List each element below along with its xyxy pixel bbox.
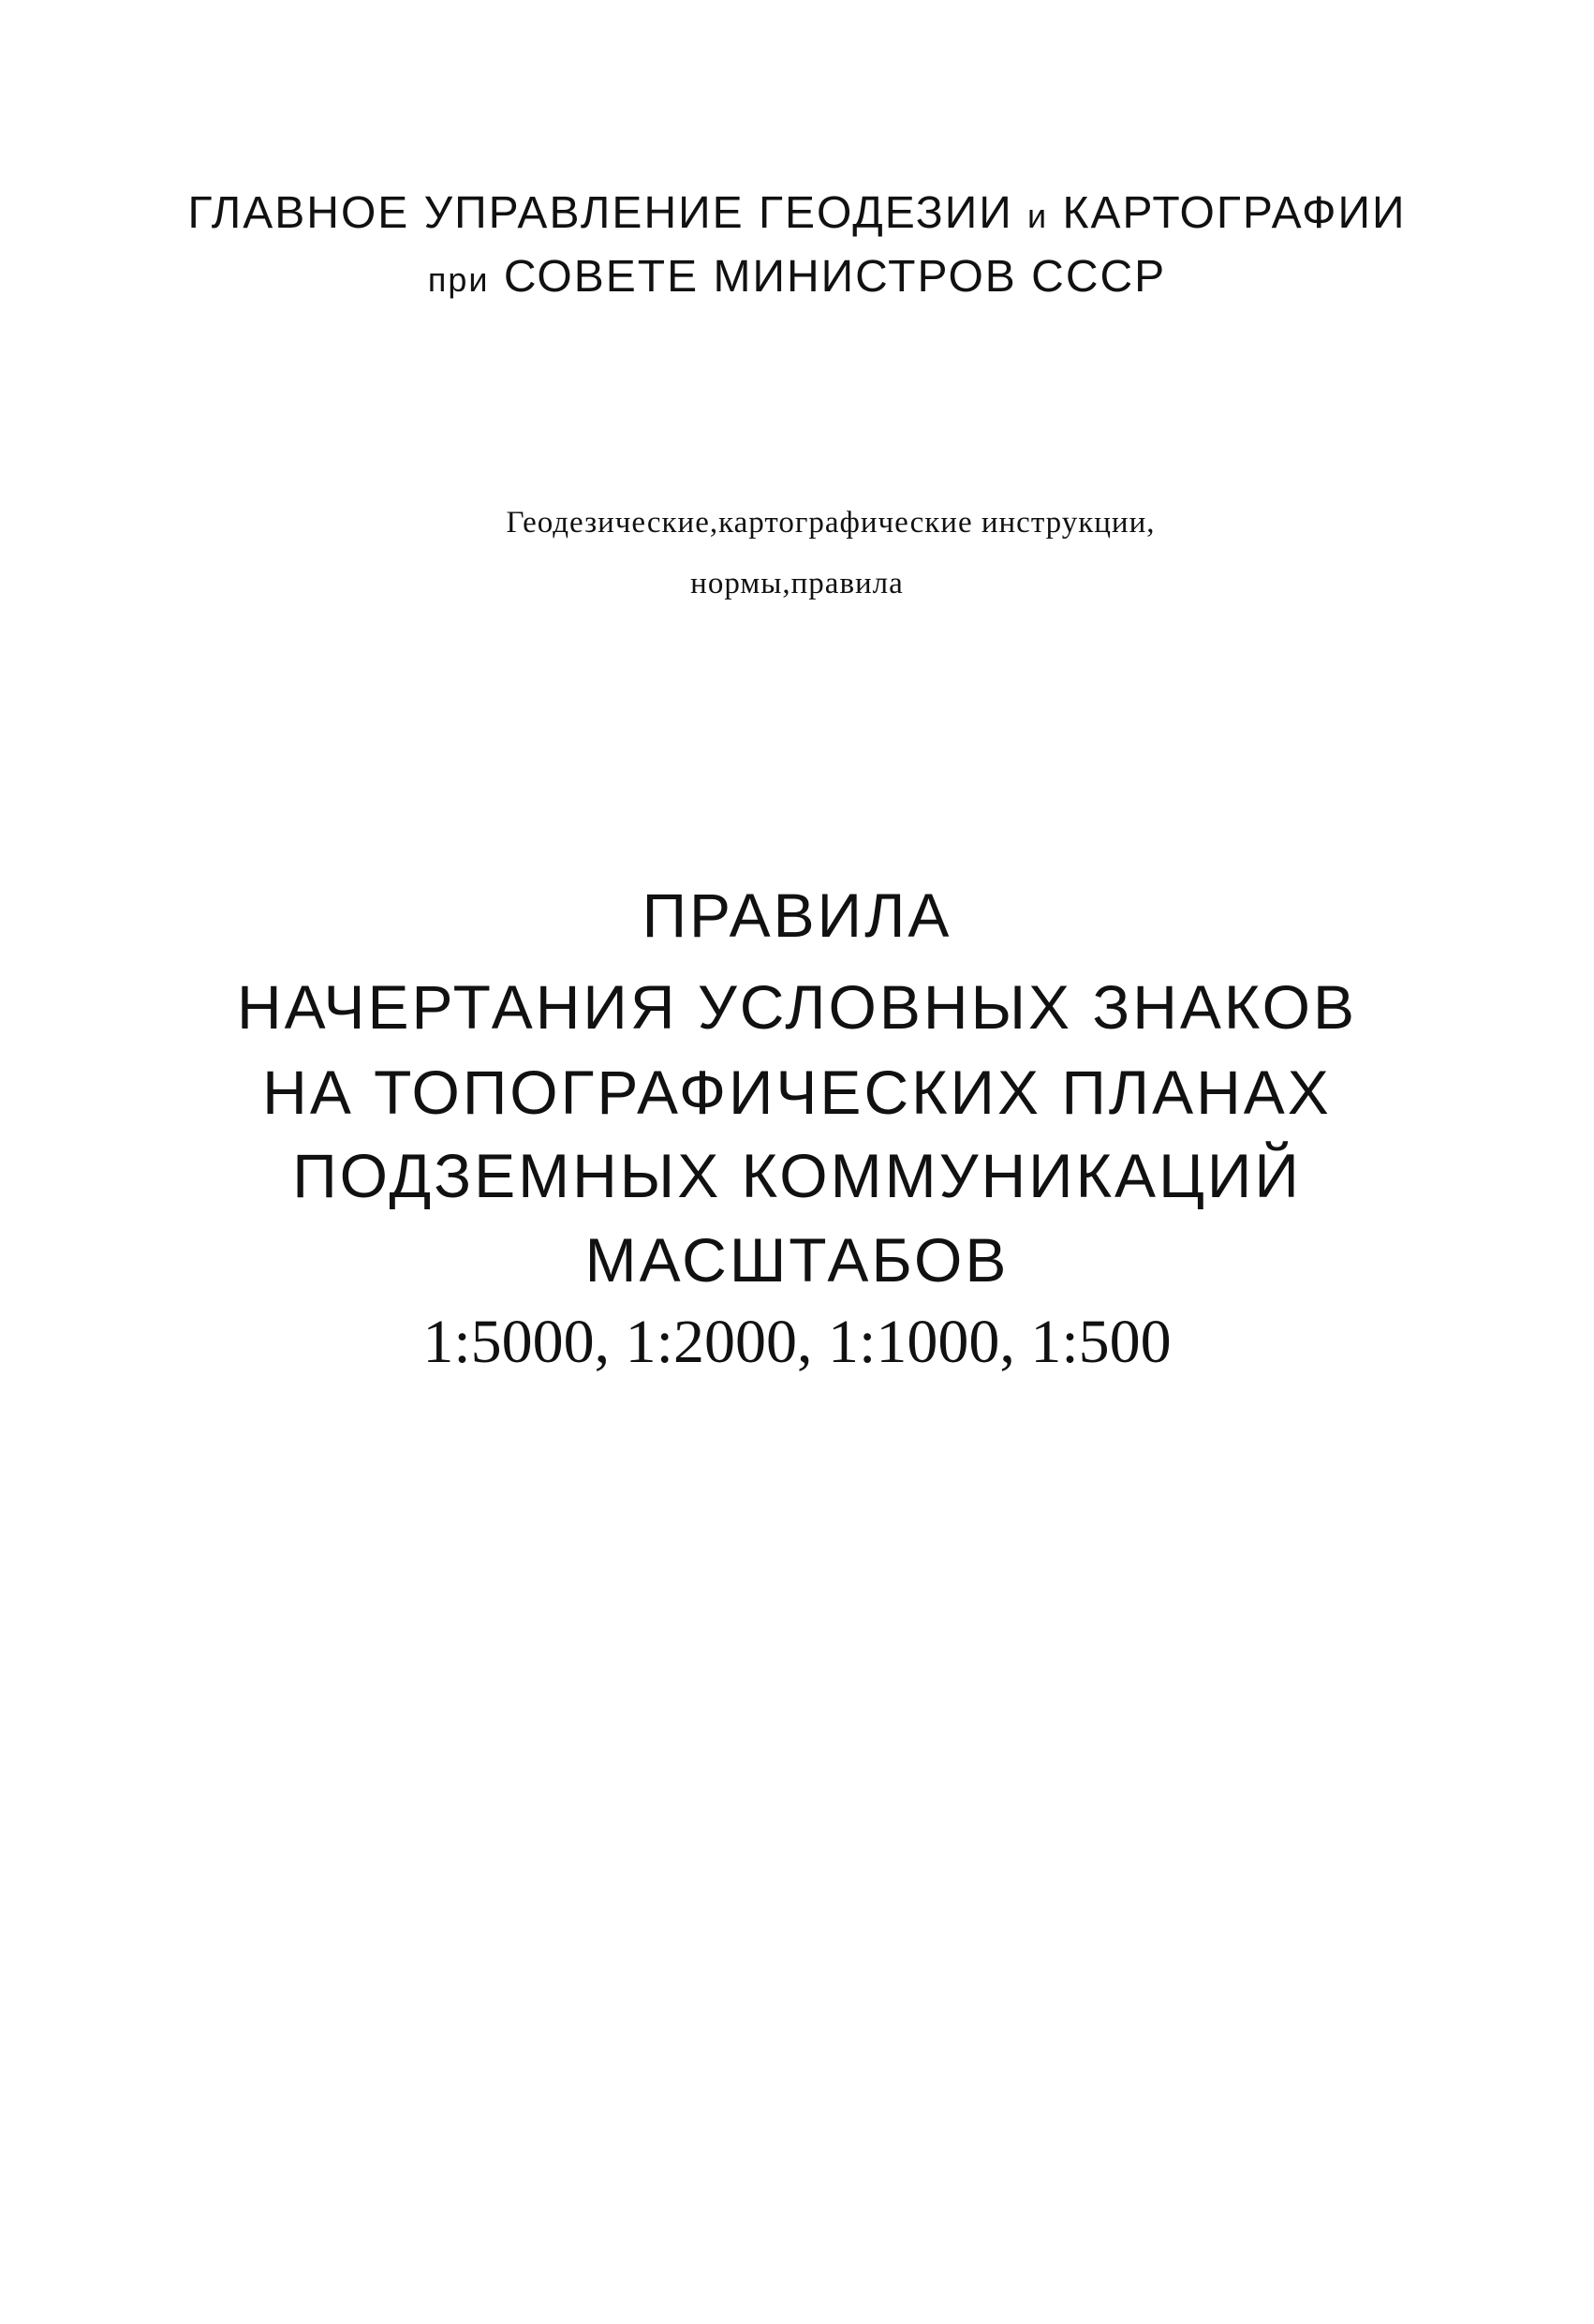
document-title-scales: 1:5000, 1:2000, 1:1000, 1:500: [422, 1308, 1172, 1376]
organization-end-text: КАРТОГРАФИИ: [1062, 188, 1407, 238]
series-name-line-2: нормы,правила: [690, 567, 904, 600]
organization-council-text: СОВЕТЕ МИНИСТРОВ СССР: [503, 252, 1167, 302]
document-title-line-2: НАЧЕРТАНИЯ УСЛОВНЫХ ЗНАКОВ: [237, 972, 1357, 1042]
organization-name-line-2: [0, 252, 1594, 302]
organization-main-text: ГЛАВНОЕ УПРАВЛЕНИЕ ГЕОДЕЗИИ: [187, 188, 1013, 238]
organization-name-line-1: [0, 188, 1594, 238]
document-title-line-1: ПРАВИЛА: [642, 881, 952, 950]
document-title-line-5: МАСШТАБОВ: [584, 1225, 1010, 1295]
document-title-line-4: ПОДЗЕМНЫХ КОММУНИКАЦИЙ: [292, 1141, 1302, 1210]
organization-conjunction: и: [1027, 197, 1049, 235]
organization-preposition: при: [427, 260, 490, 299]
series-name-line-1: Геодезические,картографические инструкции,: [506, 506, 1156, 540]
document-title-line-3: НА ТОПОГРАФИЧЕСКИХ ПЛАНАХ: [262, 1058, 1332, 1127]
